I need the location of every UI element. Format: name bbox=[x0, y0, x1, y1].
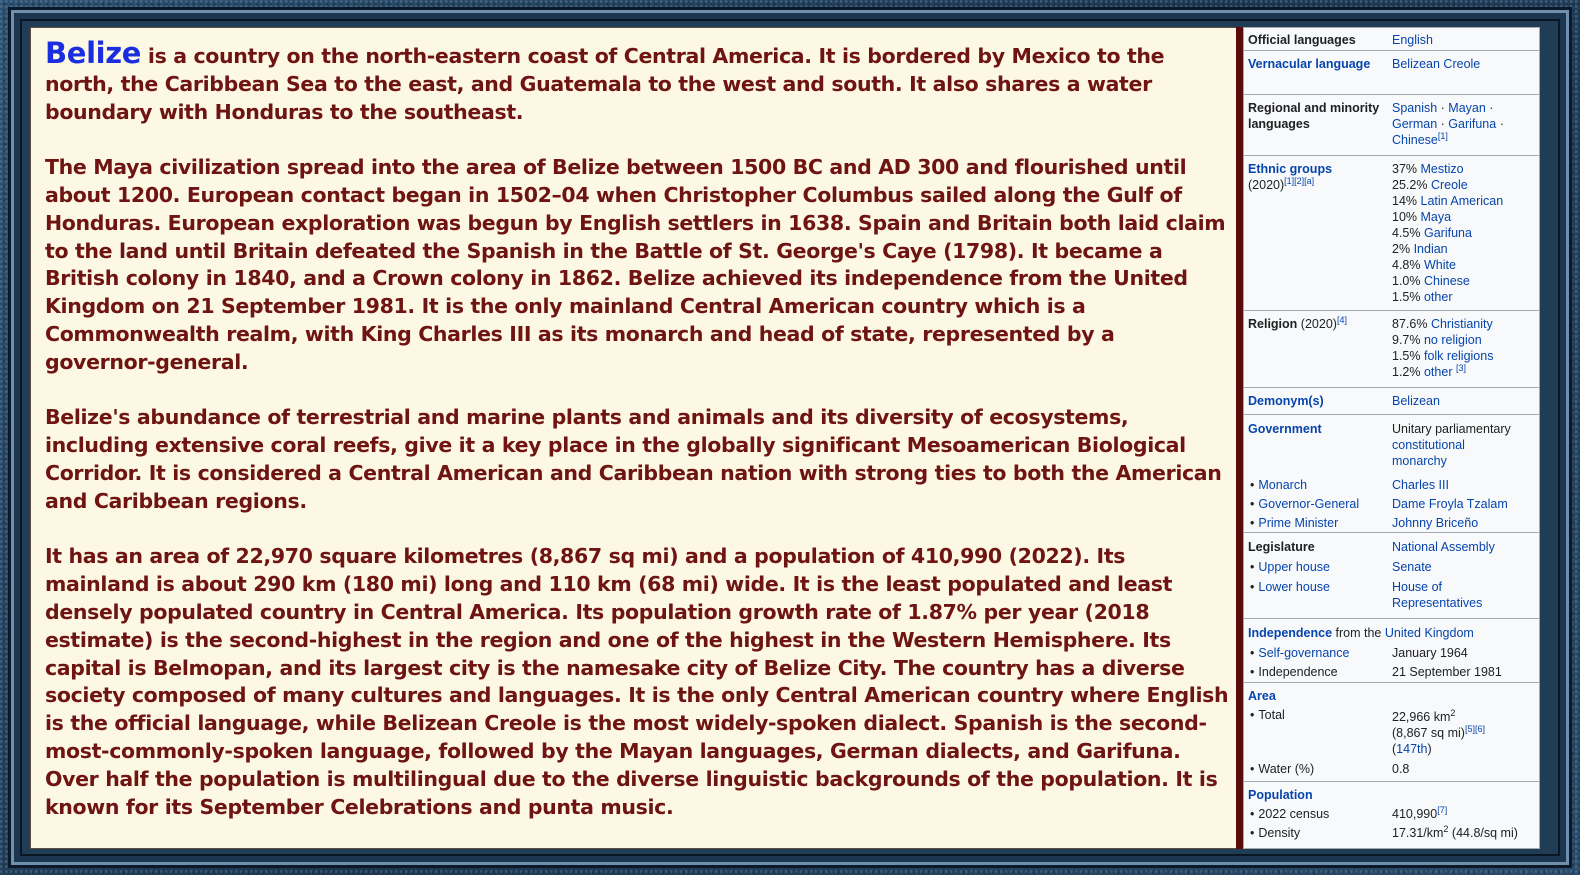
list-item bbox=[1392, 364, 1540, 380]
independence-heading bbox=[1248, 625, 1538, 641]
density-label bbox=[1250, 825, 1390, 841]
spanish-link[interactable]: Spanish bbox=[1392, 101, 1438, 115]
list-item bbox=[1392, 332, 1540, 348]
citation[interactable]: [1] bbox=[1437, 130, 1448, 141]
ethnic-pct: 1.5% bbox=[1392, 290, 1421, 304]
list-item bbox=[1392, 161, 1540, 177]
regional-languages-label: Regional and minority languages bbox=[1248, 101, 1380, 131]
official-languages-link[interactable]: English bbox=[1392, 33, 1433, 47]
prime-minister-link[interactable]: Prime Minister bbox=[1258, 516, 1339, 530]
panel-divider bbox=[1236, 27, 1243, 849]
united-kingdom-link[interactable]: United Kingdom bbox=[1384, 626, 1474, 640]
water-label-text: Water (%) bbox=[1258, 762, 1315, 776]
ethnic-link[interactable]: Creole bbox=[1430, 178, 1468, 192]
prime-minister-value-link[interactable]: Johnny Briceño bbox=[1392, 516, 1479, 530]
infobox-regional-languages bbox=[1244, 95, 1539, 156]
upper-house-label bbox=[1250, 559, 1390, 575]
prime-minister-label bbox=[1250, 515, 1390, 531]
self-governance-link[interactable]: Self-governance bbox=[1258, 646, 1350, 660]
religion-pct: 1.5% bbox=[1392, 349, 1421, 363]
ethnic-pct: 4.8% bbox=[1392, 258, 1421, 272]
list-item bbox=[1392, 273, 1540, 289]
paragraph-3: Belize's abundance of terrestrial and marine plants and animals and its diversity of ecosystems, including extensive coral reefs, give it a key place in the globally significant Mesoamerican Biological Corridor. It is considered a Central American and Caribbean nation with strong ties to both the American and Caribbean regions. bbox=[45, 405, 1222, 513]
constitutional-monarchy-link[interactable]: constitutional monarchy bbox=[1392, 438, 1465, 468]
ethnic-pct: 10% bbox=[1392, 210, 1418, 224]
area-link[interactable]: Area bbox=[1248, 689, 1276, 703]
ethnic-pct: 37% bbox=[1392, 162, 1418, 176]
german-link[interactable]: German bbox=[1392, 117, 1438, 131]
citation[interactable]: [5][6] bbox=[1464, 723, 1485, 734]
religion-pct: 87.6% bbox=[1392, 317, 1428, 331]
national-assembly-link[interactable]: National Assembly bbox=[1392, 540, 1495, 554]
article-panel bbox=[30, 27, 1237, 849]
infobox-religion bbox=[1244, 311, 1539, 388]
citation[interactable]: [7] bbox=[1437, 804, 1448, 815]
self-governance-value: January 1964 bbox=[1392, 646, 1468, 660]
lower-house-link[interactable]: Lower house bbox=[1258, 580, 1330, 594]
religion-link[interactable]: other bbox=[1423, 365, 1453, 379]
article-title: Belize bbox=[45, 36, 142, 70]
house-of-representatives-link[interactable]: House of Representatives bbox=[1392, 580, 1483, 610]
official-languages-label: Official languages bbox=[1248, 33, 1356, 47]
infobox-area bbox=[1244, 683, 1539, 782]
infobox-vernacular bbox=[1244, 51, 1539, 95]
ethnic-groups-list bbox=[1392, 161, 1540, 305]
independence-date-label bbox=[1250, 664, 1390, 680]
area-total-label-text: Total bbox=[1258, 708, 1285, 722]
article-body bbox=[45, 36, 1231, 849]
demonym-link[interactable]: Demonym(s) bbox=[1248, 394, 1324, 408]
area-total-label bbox=[1250, 707, 1390, 723]
vernacular-language-link[interactable]: Vernacular language bbox=[1248, 57, 1371, 71]
religion-year: (2020) bbox=[1300, 317, 1337, 331]
paragraph-4: It has an area of 22,970 square kilometres (8,867 sq mi) and a population of 410,990 (2022). Its mainland is about 290 km (180 mi) long and 110 km (68 mi) wide. It is the least populated and least densely populated country in Central America. Its population growth rate of 1.87% per year (2018 estimate) is the second-highest in the region and one of the highest in the Western Hemisphere. Its capital is Belmopan, and its largest city is the namesake city of Belize City. The country has a diverse society composed of many cultures and languages. It is the only Central American country where English is the official language, while Belizean Creole is the most widely-spoken dialect. Spanish is the second-most-commonly-spoken language, followed by the Mayan languages, German dialects, and Garifuna. Over half the population is multilingual due to the diverse linguistic backgrounds of the population. It is known for its September Celebrations and punta music. bbox=[45, 544, 1229, 819]
independence-link[interactable]: Independence bbox=[1248, 626, 1333, 640]
ethnic-link[interactable]: Maya bbox=[1420, 210, 1452, 224]
demonym-value-link[interactable]: Belizean bbox=[1392, 394, 1440, 408]
religion-link[interactable]: folk religions bbox=[1423, 349, 1494, 363]
citation[interactable]: [4] bbox=[1336, 314, 1347, 325]
ethnic-groups-label bbox=[1248, 161, 1388, 193]
independence-date-label-text: Independence bbox=[1258, 665, 1338, 679]
list-item bbox=[1392, 177, 1540, 193]
garifuna-link[interactable]: Garifuna bbox=[1448, 117, 1497, 131]
infobox-population bbox=[1244, 782, 1539, 849]
list-item bbox=[1392, 257, 1540, 273]
government-type: Unitary parliamentary bbox=[1392, 422, 1511, 436]
monarch-link[interactable]: Monarch bbox=[1258, 478, 1308, 492]
area-total-value: 22,966 $km^2$ (8,867 sq mi)[5][6] (147th) bbox=[1392, 707, 1485, 756]
list-item bbox=[1392, 289, 1540, 305]
religion-pct: 9.7% bbox=[1392, 333, 1421, 347]
list-item bbox=[1392, 225, 1540, 241]
list-item bbox=[1392, 209, 1540, 225]
ethnic-link[interactable]: Indian bbox=[1413, 242, 1448, 256]
ethnic-link[interactable]: other bbox=[1423, 290, 1453, 304]
ethnic-year: (2020) bbox=[1248, 178, 1285, 192]
religion-label bbox=[1248, 316, 1388, 332]
area-rank-link[interactable]: 147th bbox=[1396, 742, 1428, 756]
list-item bbox=[1392, 241, 1540, 257]
infobox-demonym bbox=[1244, 388, 1539, 415]
governor-general-label bbox=[1250, 496, 1390, 512]
water-value: 0.8 bbox=[1392, 762, 1410, 776]
density-sup: 2 bbox=[1443, 823, 1449, 834]
population-link[interactable]: Population bbox=[1248, 788, 1313, 802]
infobox bbox=[1243, 27, 1540, 849]
area-km: 22,966 km bbox=[1392, 710, 1451, 724]
water-label bbox=[1250, 761, 1390, 777]
independence-from: from the bbox=[1335, 626, 1382, 640]
government-link[interactable]: Government bbox=[1248, 422, 1322, 436]
paragraph-1 bbox=[45, 36, 1231, 126]
list-item bbox=[1392, 316, 1540, 332]
density-value bbox=[1392, 825, 1540, 841]
ethnic-pct: 14% bbox=[1392, 194, 1418, 208]
citation[interactable]: [1][2][a] bbox=[1284, 175, 1315, 186]
ethnic-link[interactable]: White bbox=[1423, 258, 1456, 272]
ethnic-pct: 4.5% bbox=[1392, 226, 1421, 240]
list-item bbox=[1392, 348, 1540, 364]
area-mi: (8,867 sq mi) bbox=[1392, 726, 1465, 740]
infobox-legislature bbox=[1244, 533, 1539, 619]
ethnic-pct: 25.2% bbox=[1392, 178, 1428, 192]
ethnic-groups-link[interactable]: Ethnic groups bbox=[1248, 162, 1333, 176]
paragraph-2: The Maya civilization spread into the area of Belize between 1500 BC and AD 300 and flourished until about 1200. European contact began in 1502–04 when Christopher Columbus sailed along the Gulf of Honduras. European exploration was begun by English settlers in 1638. Spain and Britain both laid claim to the land until Britain defeated the Spanish in the Battle of St. George's Caye (1798). It became a British colony in 1840, and a Crown colony in 1862. Belize achieved its independence from the United Kingdom on 21 September 1981. It is the only mainland Central American country which is a Commonwealth realm, with King Charles III as its monarch and head of state, represented by a governor-general. bbox=[45, 155, 1226, 374]
legislature-label: Legislature bbox=[1248, 540, 1315, 554]
ethnic-pct: 1.0% bbox=[1392, 274, 1421, 288]
lower-house-label bbox=[1250, 579, 1390, 595]
density-km: 17.31/km bbox=[1392, 826, 1444, 840]
monarch-label bbox=[1250, 477, 1390, 493]
religion-label-text: Religion bbox=[1248, 317, 1298, 331]
paragraph-1-text: is a country on the north-eastern coast of Central America. It is bordered by Mexico to the north, the Caribbean Sea to the east, and Guatemala to the west and south. It also shares a water boundary with Honduras to the southeast. bbox=[45, 44, 1165, 124]
infobox-ethnic-groups bbox=[1244, 156, 1539, 311]
regional-languages-value: Spanish · Mayan · German · Garifuna · Chinese[1] bbox=[1392, 101, 1504, 147]
vernacular-value-link[interactable]: Belizean Creole bbox=[1392, 57, 1481, 71]
self-governance-label bbox=[1250, 645, 1390, 661]
mayan-link[interactable]: Mayan bbox=[1448, 101, 1486, 115]
citation[interactable]: [3] bbox=[1455, 362, 1466, 373]
governor-general-value-link[interactable]: Dame Froyla Tzalam bbox=[1392, 497, 1508, 511]
upper-house-link[interactable]: Upper house bbox=[1258, 560, 1330, 574]
ethnic-link[interactable]: Mestizo bbox=[1420, 162, 1464, 176]
census-value bbox=[1392, 806, 1540, 822]
religion-link[interactable]: no religion bbox=[1423, 333, 1482, 347]
chinese-link[interactable]: Chinese bbox=[1392, 133, 1438, 147]
ethnic-link[interactable]: Chinese bbox=[1423, 274, 1470, 288]
infobox-independence bbox=[1244, 619, 1539, 683]
list-item bbox=[1392, 193, 1540, 209]
ethnic-link[interactable]: Latin American bbox=[1420, 194, 1504, 208]
independence-date-value: 21 September 1981 bbox=[1392, 665, 1502, 679]
governor-general-link[interactable]: Governor-General bbox=[1258, 497, 1360, 511]
ethnic-link[interactable]: Garifuna bbox=[1423, 226, 1472, 240]
ethnic-pct: 2% bbox=[1392, 242, 1411, 256]
religion-list bbox=[1392, 316, 1540, 380]
density-label-text: Density bbox=[1258, 826, 1301, 840]
religion-link[interactable]: Christianity bbox=[1430, 317, 1493, 331]
census-label-text: 2022 census bbox=[1258, 807, 1330, 821]
density-mi: (44.8/sq mi) bbox=[1448, 826, 1518, 840]
census-number: 410,990 bbox=[1392, 807, 1438, 821]
infobox-official-languages bbox=[1244, 28, 1539, 51]
senate-link[interactable]: Senate bbox=[1392, 560, 1432, 574]
monarch-value-link[interactable]: Charles III bbox=[1392, 478, 1449, 492]
census-label bbox=[1250, 806, 1390, 822]
government-value bbox=[1392, 421, 1540, 469]
religion-pct: 1.2% bbox=[1392, 365, 1421, 379]
area-km-sup: 2 bbox=[1450, 707, 1456, 718]
infobox-government bbox=[1244, 415, 1539, 533]
